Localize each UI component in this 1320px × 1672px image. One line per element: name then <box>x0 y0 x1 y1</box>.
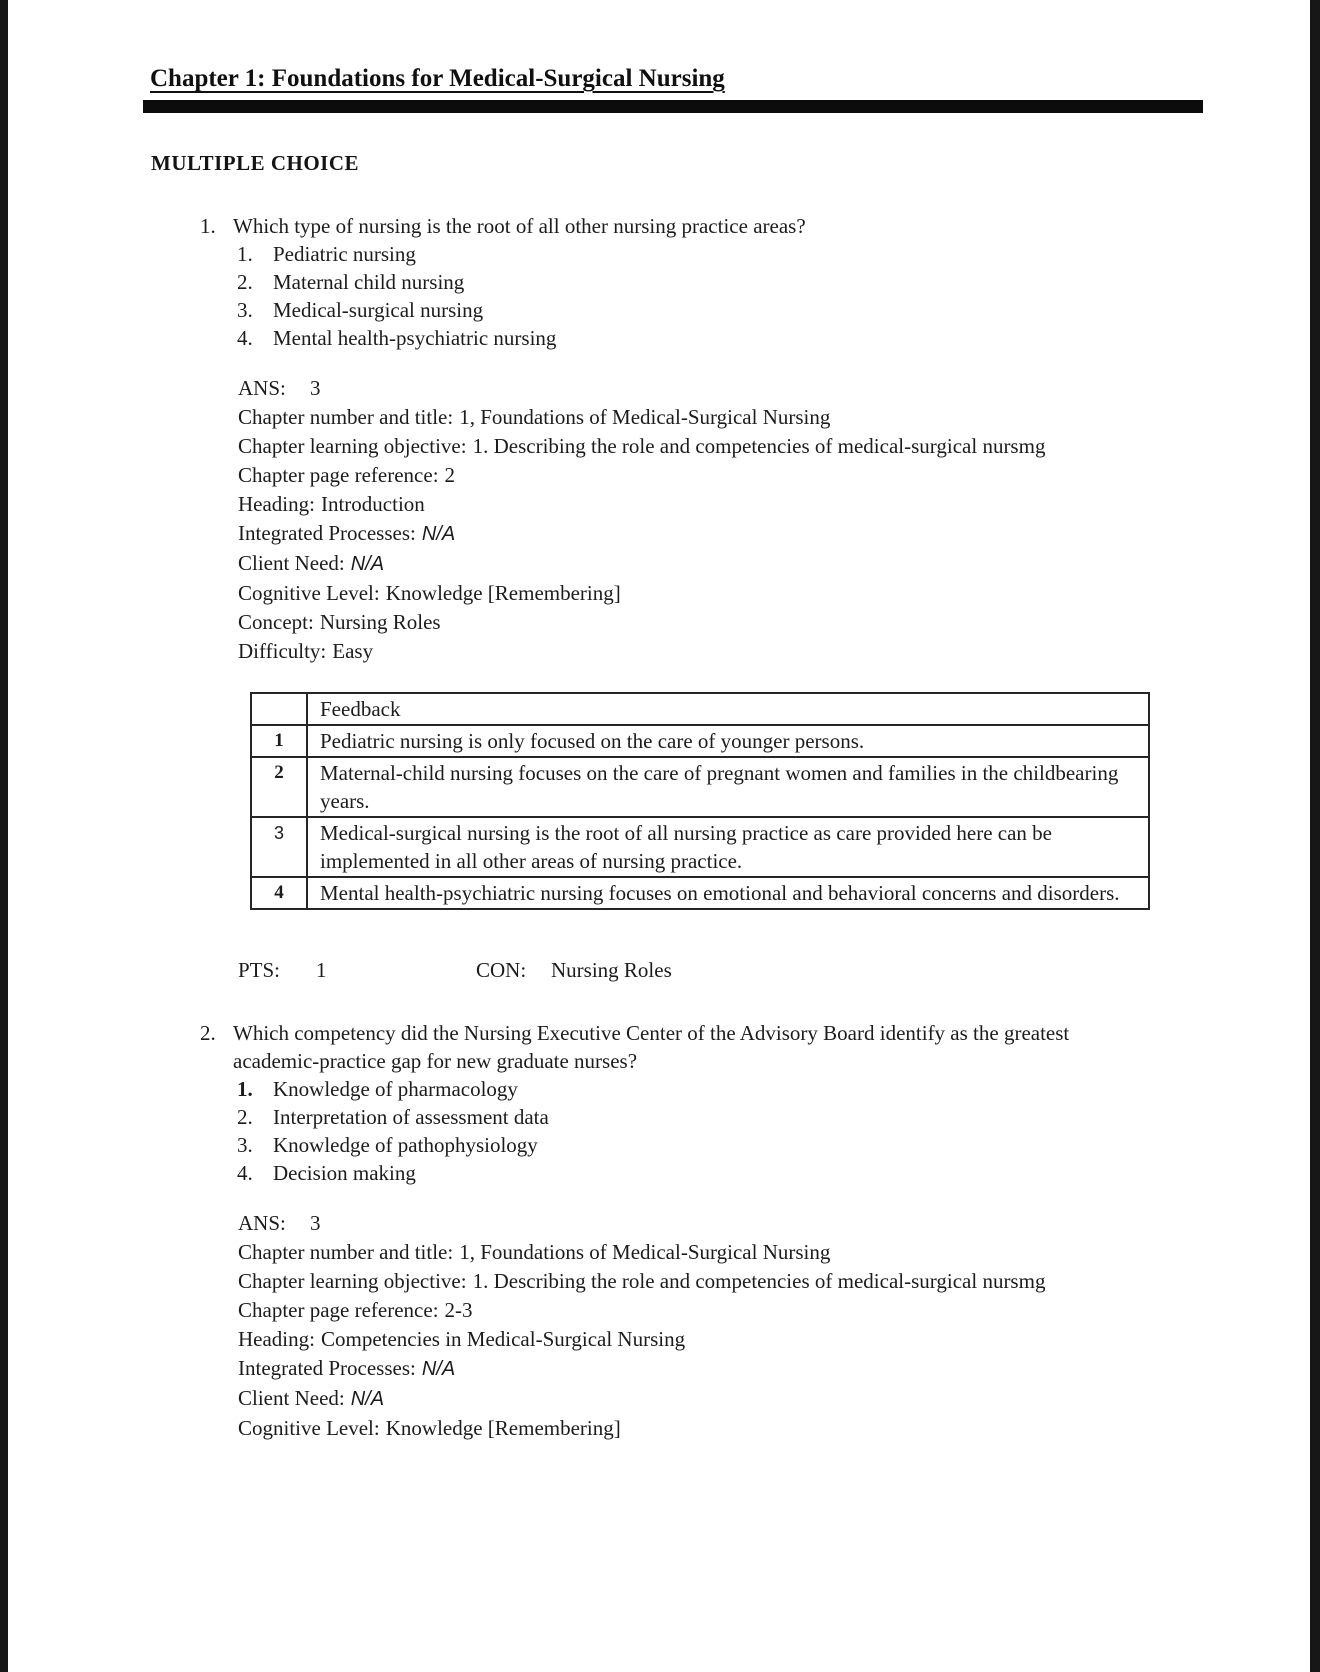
meta-line: Chapter page reference: 2 <box>238 463 456 487</box>
feedback-row-number: 4 <box>251 877 307 909</box>
feedback-header-row <box>251 693 1149 725</box>
answer-value: 3 <box>310 1211 321 1235</box>
meta-line: Heading: Introduction <box>238 492 425 516</box>
option-text: Decision making <box>273 1161 416 1185</box>
meta-line: Integrated Processes: N/A <box>238 1356 456 1380</box>
meta-line: Heading: Competencies in Medical-Surgical Nursing <box>238 1327 686 1351</box>
meta-line: Chapter number and title: 1, Foundations of Medical-Surgical Nursing <box>238 1240 831 1264</box>
option-row <box>237 1159 1310 1187</box>
question-stem: Which type of nursing is the root of all other nursing practice areas? <box>233 214 806 238</box>
pts-value: 1 <box>316 958 327 982</box>
meta-line: Client Need: N/A <box>238 551 385 575</box>
question-2-stem-row <box>200 1019 1310 1075</box>
answer-line <box>238 374 1088 403</box>
answer-block <box>238 1209 1088 1443</box>
right-scan-border <box>1310 0 1320 1672</box>
answer-label: ANS: <box>238 1211 286 1235</box>
question-stem: Which competency did the Nursing Executive Center of the Advisory Board identify as the greatest academic-practice gap for new graduate nurses? <box>233 1021 1070 1073</box>
option-text: Knowledge of pharmacology <box>273 1077 518 1101</box>
meta-line: Cognitive Level: Knowledge [Remembering] <box>238 1416 621 1440</box>
answer-label: ANS: <box>238 376 286 400</box>
meta-line: Chapter learning objective: 1. Describing the role and competencies of medical-surgical nursmg <box>238 434 1046 458</box>
option-number: 3. <box>237 298 253 322</box>
feedback-header-cell: Feedback <box>307 693 1149 725</box>
meta-line: Integrated Processes: N/A <box>238 521 456 545</box>
answer-block <box>238 374 1088 666</box>
option-text: Pediatric nursing <box>273 242 416 266</box>
option-text: Interpretation of assessment data <box>273 1105 549 1129</box>
document-page <box>8 0 1310 1672</box>
option-number: 2. <box>237 1105 253 1129</box>
feedback-row <box>251 877 1149 909</box>
meta-line: Chapter number and title: 1, Foundations of Medical-Surgical Nursing <box>238 405 831 429</box>
question-number: 1. <box>200 214 216 238</box>
feedback-row <box>251 757 1149 817</box>
option-number: 3. <box>237 1133 253 1157</box>
meta-line: Chapter learning objective: 1. Describing the role and competencies of medical-surgical nursmg <box>238 1269 1046 1293</box>
feedback-row-text: Pediatric nursing is only focused on the care of younger persons. <box>307 725 1149 757</box>
con-value: Nursing Roles <box>551 958 672 982</box>
meta-line: Difficulty: Easy <box>238 639 374 663</box>
feedback-row-number: 3 <box>251 817 307 877</box>
question-1-stem-row <box>200 212 1310 240</box>
meta-line: Chapter page reference: 2-3 <box>238 1298 473 1322</box>
feedback-row-number: 1 <box>251 725 307 757</box>
option-row <box>237 240 1310 268</box>
feedback-table <box>250 692 1150 910</box>
option-text: Maternal child nursing <box>273 270 465 294</box>
question-1 <box>150 212 1310 985</box>
option-row <box>237 324 1310 352</box>
meta-line: Cognitive Level: Knowledge [Remembering] <box>238 581 621 605</box>
feedback-row-number: 2 <box>251 757 307 817</box>
answer-value: 3 <box>310 376 321 400</box>
option-row <box>237 1075 1310 1103</box>
option-row <box>237 268 1310 296</box>
option-text: Knowledge of pathophysiology <box>273 1133 538 1157</box>
con-label: CON: <box>476 958 527 982</box>
option-number: 1. <box>237 242 253 266</box>
feedback-row <box>251 725 1149 757</box>
option-number: 2. <box>237 270 253 294</box>
question-number: 2. <box>200 1021 216 1045</box>
feedback-header-empty-cell <box>251 693 307 725</box>
section-heading: MULTIPLE CHOICE <box>151 151 360 175</box>
option-row <box>237 1131 1310 1159</box>
question-2 <box>150 1019 1310 1443</box>
feedback-row-text: Medical-surgical nursing is the root of all nursing practice as care provided here can be implemented in all other areas of nursing practice. <box>307 817 1149 877</box>
option-row <box>237 1103 1310 1131</box>
option-number: 4. <box>237 1161 253 1185</box>
page-title <box>150 64 1310 94</box>
option-number: 4. <box>237 326 253 350</box>
left-scan-border <box>0 0 8 1672</box>
option-row <box>237 296 1310 324</box>
feedback-row-text: Mental health-psychiatric nursing focuses on emotional and behavioral concerns and disorders. <box>307 877 1149 909</box>
meta-line: Concept: Nursing Roles <box>238 610 441 634</box>
title-rule <box>143 100 1203 113</box>
meta-line: Client Need: N/A <box>238 1386 385 1410</box>
pts-label: PTS: <box>238 958 281 982</box>
points-line <box>238 956 1310 985</box>
feedback-row-text: Maternal-child nursing focuses on the care of pregnant women and families in the childbearing years. <box>307 757 1149 817</box>
chapter-title-text: Chapter 1: Foundations for Medical-Surgical Nursing <box>150 65 725 92</box>
option-text: Mental health-psychiatric nursing <box>273 326 557 350</box>
answer-line <box>238 1209 1088 1238</box>
option-text: Medical-surgical nursing <box>273 298 484 322</box>
option-number: 1. <box>237 1077 253 1101</box>
feedback-row <box>251 817 1149 877</box>
